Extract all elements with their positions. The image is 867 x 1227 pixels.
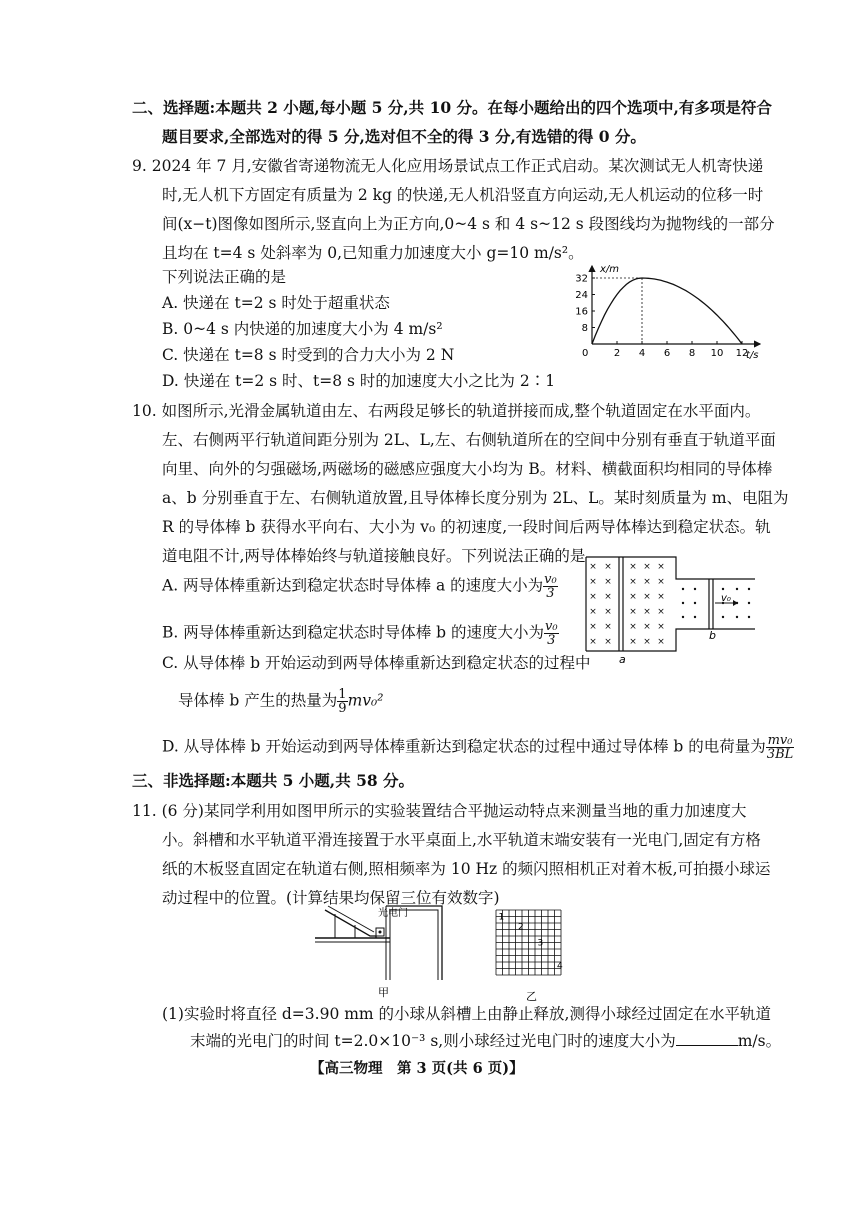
section3-heading: 三、非选择题:本题共 5 小题,共 58 分。	[132, 771, 415, 790]
q10-option-a-text: A. 两导体棒重新达到稳定状态时导体棒 a 的速度大小为	[162, 576, 544, 595]
q11-grid-figure	[492, 908, 572, 1003]
q10-stem-5: R 的导体棒 b 获得水平向右、大小为 v₀ 的初速度,一段时间后两导体棒达到稳定状态。轨	[162, 518, 771, 536]
q10-option-b	[162, 620, 559, 647]
ball-position-label: 1	[498, 912, 505, 923]
field-into-page-mark: ×	[643, 607, 651, 617]
field-out-of-page-mark	[748, 616, 750, 618]
q10-option-c-2: 导体棒 b 产生的热量为 $\frac{1}{9}$ mv₀²	[178, 687, 384, 716]
q10-rail-figure	[583, 553, 768, 668]
y-tick-label: 16	[575, 306, 588, 318]
x-axis-label: t/s	[746, 350, 759, 361]
field-out-of-page-mark	[736, 616, 738, 618]
origin-label: 0	[582, 348, 589, 359]
x-tick-label: 10	[710, 348, 724, 359]
q10-option-c-1: C. 从导体棒 b 开始运动到两导体棒重新达到稳定状态的过程中	[162, 654, 591, 672]
field-into-page-mark: ×	[643, 622, 651, 632]
field-into-page-mark: ×	[589, 607, 597, 617]
field-out-of-page-mark	[694, 616, 696, 618]
field-into-page-mark: ×	[604, 607, 612, 617]
y-tick-label: 8	[581, 323, 588, 334]
field-out-of-page-mark	[748, 588, 750, 590]
q9-option-c: C. 快递在 t=8 s 时受到的合力大小为 2 N	[162, 346, 455, 364]
field-out-of-page-mark	[748, 602, 750, 604]
ball-position-label: 2	[518, 922, 524, 933]
field-out-of-page-mark	[682, 616, 684, 618]
q9-option-b: B. 0~4 s 内快递的加速度大小为 4 m/s²	[162, 320, 443, 338]
fraction-mv0-over-3BL: $\frac{\text{mv₀}}{3BL}$	[766, 733, 794, 762]
field-into-page-mark: ×	[657, 592, 665, 602]
q9-option-a: A. 快递在 t=2 s 时处于超重状态	[162, 294, 390, 312]
field-into-page-mark: ×	[589, 562, 597, 572]
q9-stem-5: 下列说法正确的是	[162, 268, 287, 286]
q10-option-d: D. 从导体棒 b 开始运动到两导体棒重新达到稳定状态的过程中通过导体棒 b 的电荷量为 $\frac{\text{mv₀}}{3BL}$	[162, 733, 794, 762]
field-into-page-mark: ×	[629, 577, 637, 587]
page-footer: 【高三物理 第 3 页(共 6 页)】	[310, 1060, 524, 1077]
field-into-page-mark: ×	[589, 577, 597, 587]
q11-stem-3: 纸的木板竖直固定在轨道右侧,照相频率为 10 Hz 的频闪照相机正对着木板,可拍摄小球运	[162, 860, 771, 878]
field-into-page-mark: ×	[589, 622, 597, 632]
field-into-page-mark: ×	[657, 562, 665, 572]
q10-stem-1: 10. 如图所示,光滑金属轨道由左、右两段足够长的轨道拼接而成,整个轨道固定在水平面内。	[132, 402, 761, 420]
y-tick-label: 24	[575, 290, 588, 301]
q11-sub1-line1: (1)实验时将直径 d=3.90 mm 的小球从斜槽上由静止释放,测得小球经过固定在水平轨道	[162, 1005, 771, 1023]
q10-stem-3: 向里、向外的匀强磁场,两磁场的磁感应强度大小均为 B。材料、横截面积均相同的导体棒	[162, 460, 773, 478]
field-into-page-mark: ×	[643, 592, 651, 602]
photogate-label: 光电门	[378, 908, 408, 919]
q9-stem-3: 间(x−t)图像如图所示,竖直向上为正方向,0~4 s 和 4 s~12 s 段图线均为抛物线的一部分	[162, 215, 775, 233]
field-into-page-mark: ×	[657, 637, 665, 647]
field-into-page-mark: ×	[604, 577, 612, 587]
rod-b-label: b	[709, 629, 716, 642]
field-into-page-mark: ×	[629, 607, 637, 617]
field-into-page-mark: ×	[604, 592, 612, 602]
field-into-page-mark: ×	[629, 622, 637, 632]
section2-heading-cont: 题目要求,全部选对的得 5 分,选对但不全的得 3 分,有选错的得 0 分。	[162, 127, 646, 146]
q11-stem-2: 小。斜槽和水平轨道平滑连接置于水平桌面上,水平轨道末端安装有一光电门,固定有方格	[162, 831, 761, 849]
x-tick-label: 4	[638, 348, 646, 359]
q11-stem-4: 动过程中的位置。(计算结果均保留三位有效数字)	[162, 889, 500, 907]
field-into-page-mark: ×	[643, 577, 651, 587]
velocity-label: v₀	[721, 593, 731, 604]
field-out-of-page-mark	[682, 602, 684, 604]
field-into-page-mark: ×	[604, 562, 612, 572]
q10-option-b-text: B. 两导体棒重新达到稳定状态时导体棒 b 的速度大小为	[162, 623, 545, 642]
field-into-page-mark: ×	[589, 592, 597, 602]
fraction-1-over-9: $\frac{1}{9}$	[338, 687, 347, 716]
fraction-v0-over-3: $\frac{\text{v₀}}{3}$	[545, 619, 558, 648]
field-out-of-page-mark	[694, 588, 696, 590]
ball-position-label: 3	[537, 938, 544, 949]
q10-stem-2: 左、右侧两平行轨道间距分别为 2L、L,左、右侧轨道所在的空间中分别有垂直于轨道平面	[162, 431, 776, 449]
field-into-page-mark: ×	[657, 622, 665, 632]
q11-sub1-line2: 末端的光电门的时间 t=2.0×10⁻³ s,则小球经过光电门时的速度大小为 m/s。	[190, 1032, 782, 1050]
q10-stem-6: 道电阻不计,两导体棒始终与轨道接触良好。下列说法正确的是	[162, 547, 586, 565]
q9-stem-1: 9. 2024 年 7 月,安徽省寄递物流无人化应用场景试点工作正式启动。某次测试无人机寄快递	[132, 157, 764, 175]
field-out-of-page-mark	[722, 616, 724, 618]
q11-apparatus-figure	[310, 900, 460, 1000]
q9-stem-4: 且均在 t=4 s 处斜率为 0,已知重力加速度大小 g=10 m/s²。	[162, 244, 584, 262]
field-into-page-mark: ×	[629, 637, 637, 647]
field-into-page-mark: ×	[629, 562, 637, 572]
x-tick-label: 8	[688, 348, 696, 359]
fig-jia-caption: 甲	[378, 986, 389, 999]
ball-position-label: 4	[557, 961, 563, 972]
field-into-page-mark: ×	[604, 622, 612, 632]
field-into-page-mark: ×	[657, 577, 665, 587]
answer-blank[interactable]	[676, 1031, 738, 1046]
field-into-page-mark: ×	[643, 637, 651, 647]
field-into-page-mark: ×	[589, 637, 597, 647]
rod-a-label: a	[619, 653, 626, 666]
q9-option-d: D. 快递在 t=2 s 时、t=8 s 时的加速度大小之比为 2∶1	[162, 372, 556, 390]
fraction-v0-over-3: $\frac{\text{v₀}}{3}$	[544, 572, 557, 601]
field-out-of-page-mark	[736, 588, 738, 590]
field-out-of-page-mark	[722, 588, 724, 590]
q9-xt-graph	[570, 262, 770, 362]
fig-yi-caption: 乙	[526, 990, 537, 1003]
field-into-page-mark: ×	[629, 592, 637, 602]
x-tick-label: 12	[735, 348, 749, 359]
field-out-of-page-mark	[682, 588, 684, 590]
field-into-page-mark: ×	[643, 562, 651, 572]
section2-heading: 二、选择题:本题共 2 小题,每小题 5 分,共 10 分。在每小题给出的四个选项中,有多项是符合	[132, 98, 772, 117]
xt-curve	[592, 278, 742, 344]
y-tick-label: 32	[575, 273, 588, 285]
y-axis-label: x/m	[600, 264, 620, 275]
field-into-page-mark: ×	[604, 637, 612, 647]
q9-stem-2: 时,无人机下方固定有质量为 2 kg 的快递,无人机沿竖直方向运动,无人机运动的位移一时	[162, 186, 764, 204]
x-tick-label: 2	[613, 348, 621, 359]
q11-stem-1: 11. (6 分)某同学利用如图甲所示的实验装置结合平抛运动特点来测量当地的重力加速度大	[132, 802, 747, 820]
q10-stem-4: a、b 分别垂直于左、右侧轨道放置,且导体棒长度分别为 2L、L。某时刻质量为 m、电阻为	[162, 489, 789, 507]
x-tick-label: 6	[663, 348, 671, 359]
field-into-page-mark: ×	[657, 607, 665, 617]
field-out-of-page-mark	[694, 602, 696, 604]
q10-option-a	[162, 573, 558, 600]
